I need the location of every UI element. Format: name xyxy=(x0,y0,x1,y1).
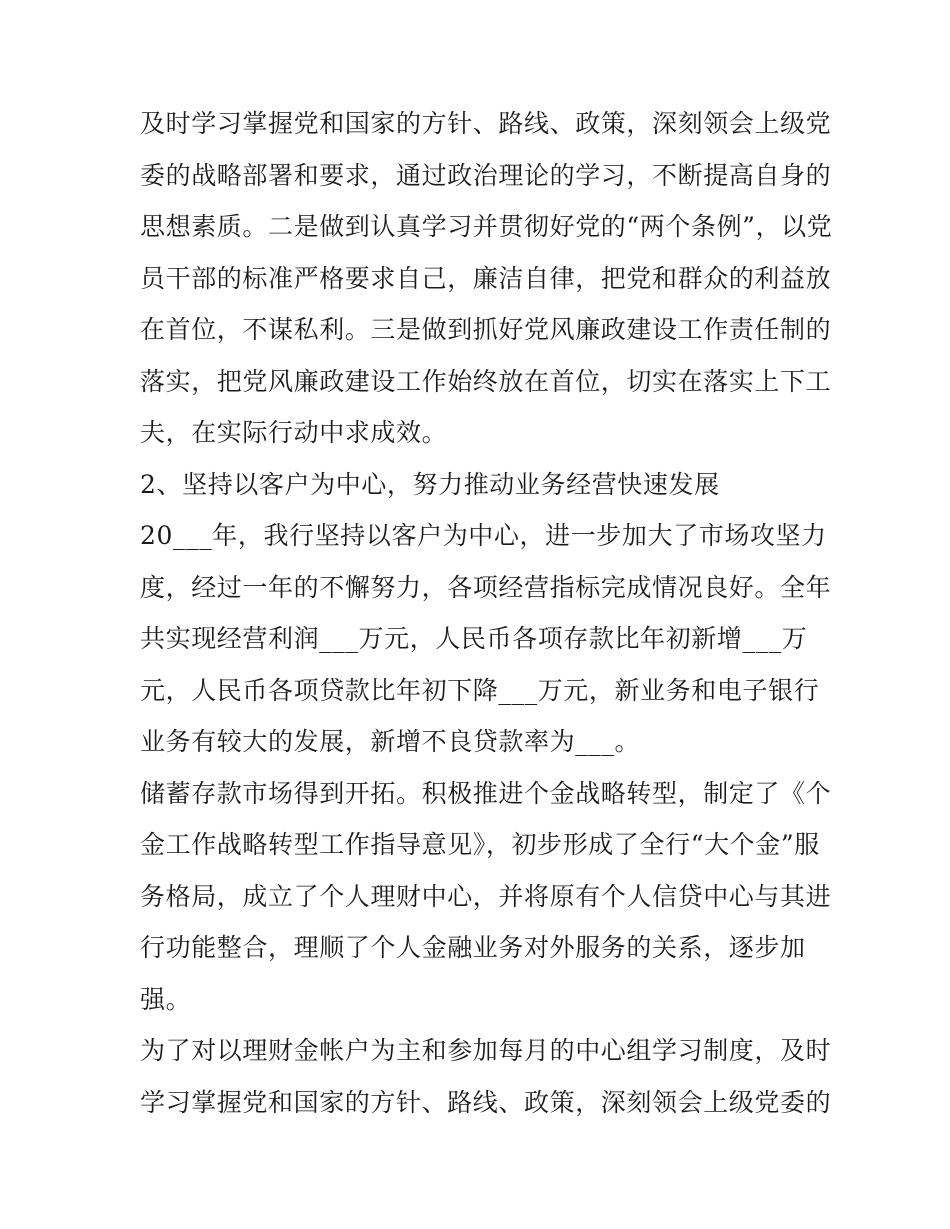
document-body xyxy=(140,98,833,1128)
text-line: 20___年，我行坚持以客户为中心，进一步加大了市场攻坚力 xyxy=(140,521,827,550)
text-line: 业务有较大的发展，新增不良贷款率为___。 xyxy=(140,727,641,756)
text-line: 学习掌握党和国家的方针、路线、政策，深刻领会上级党委的 xyxy=(140,1087,832,1117)
section-heading-text: 2、坚持以客户为中心，努力推动业务经营快速发展 xyxy=(140,469,720,499)
text-line: 度，经过一年的不懈努力，各项经营指标完成情况良好。全年 xyxy=(140,572,832,602)
text-line: 金工作战略转型工作指导意见》，初步形成了全行“大个金”服 xyxy=(140,830,820,859)
text-line: 行功能整合，理顺了个人金融业务对外服务的关系，逐步加 xyxy=(140,933,806,962)
text-line: 强。 xyxy=(140,984,192,1014)
text-line: 务格局，成立了个人理财中心，并将原有个人信贷中心与其进 xyxy=(140,881,832,911)
section-heading xyxy=(140,459,820,511)
text-line: 储蓄存款市场得到开拓。积极推进个金战略转型，制定了《个 xyxy=(140,778,832,808)
text-line: 在首位，不谋私利。三是做到抓好党风廉政建设工作责任制的 xyxy=(140,315,832,344)
text-line: 为了对以理财金帐户为主和参加每月的中心组学习制度，及时 xyxy=(140,1036,832,1065)
text-line: 委的战略部署和要求，通过政治理论的学习，不断提高自身的 xyxy=(140,160,832,190)
paragraph-savings-market xyxy=(140,768,832,1026)
paragraph-business-results xyxy=(140,510,832,768)
text-line: 夫，在实际行动中求成效。 xyxy=(140,418,448,447)
text-line: 员干部的标准严格要求自己，廉洁自律，把党和群众的利益放 xyxy=(140,263,832,293)
text-line: 思想素质。二是做到认真学习并贯彻好党的“两个条例”，以党 xyxy=(140,212,833,241)
paragraph-party-study xyxy=(140,98,833,459)
text-line: 共实现经营利润___万元，人民币各项存款比年初新增___万 xyxy=(140,624,808,653)
text-line: 及时学习掌握党和国家的方针、路线、政策，深刻领会上级党 xyxy=(140,109,832,138)
paragraph-wealth-account xyxy=(140,1025,832,1128)
text-line: 落实，把党风廉政建设工作始终放在首位，切实在落实上下工 xyxy=(140,366,832,396)
text-line: 元，人民币各项贷款比年初下降___万元，新业务和电子银行 xyxy=(140,675,820,705)
